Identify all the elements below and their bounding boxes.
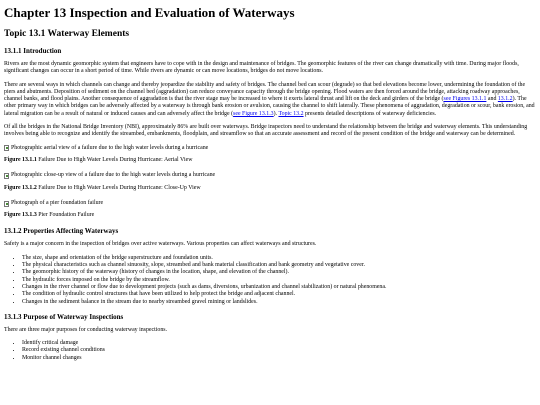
- properties-intro: Safety is a major concern in the inspection of bridges over active waterways. Various properties can affect waterways and structures.: [4, 241, 317, 248]
- broken-image-icon: [4, 201, 9, 207]
- chapter-title: Chapter 13 Inspection and Evaluation of Waterways: [4, 5, 295, 20]
- text-span: presents detailed descriptions of waterway deficiencies.: [303, 110, 437, 117]
- link-figure-13-1-2[interactable]: 13.1.2: [497, 96, 513, 103]
- figure-caption-text: Failure Due to High Water Levels During Hurricane: Aerial View: [36, 156, 193, 163]
- text-span: ). The other primary way in which bridges can be adversely affected by a waterway is through bank erosion or avulsion, causing the channel to shift laterally. These phenomena of aggradation, degradation or scour, bank erosion, and lateral migration can be a result of natural or induced causes and can adversely affect the bridge (: [4, 96, 535, 117]
- list-item: • Changes in the river channel or flow due to development projects (such as dams, diversions, urbanization and channel stabilization) or natural phenomena.: [22, 284, 536, 291]
- list-item: • The hydraulic forces imposed on the bridge by the streamflow.: [22, 277, 536, 284]
- figure-label: Figure 13.1.1: [4, 156, 37, 163]
- broken-image-icon: [4, 145, 9, 151]
- properties-list: [4, 255, 536, 306]
- list-item: • Identify critical damage: [22, 340, 536, 347]
- purpose-intro: There are three major purposes for conducting waterway inspections.: [4, 326, 168, 333]
- figure-caption: [4, 212, 536, 219]
- figure-image-aerial: [4, 145, 536, 152]
- image-alt-text: Photographic close-up view of a failure due to the high water levels during a hurricane: [11, 172, 216, 179]
- image-alt-text: Photograph of a pier foundation failure: [11, 199, 104, 206]
- list-item: • Record existing channel conditions: [22, 347, 536, 354]
- list-item: • Changes in the sediment balance in the stream due to nearby streambed gravel mining or landslides.: [22, 299, 536, 306]
- purpose-list: [4, 340, 536, 362]
- figure-label: Figure 13.1.3: [4, 212, 37, 219]
- list-item: • The geomorphic history of the waterway (history of changes in the location, shape, and elevation of the channel).: [22, 269, 536, 276]
- figure-image-pier: [4, 200, 536, 207]
- figure-caption: [4, 185, 536, 192]
- list-item: • The size, shape and orientation of the bridge superstructure and foundation units.: [22, 255, 536, 262]
- text-span: ).: [273, 110, 279, 117]
- intro-paragraph-3: Of all the bridges in the National Bridge Inventory (NBI), approximately 86% are built over waterways. Bridge inspectors need to understand the relationship between the bridge and waterway elements. This understanding involves being able to recognize and identify the streambed, embankments, floodplain, and streamflow so that an accurate assessment and record of the present condition of the bridge and waterway can be determined.: [4, 124, 528, 138]
- list-item: • The physical characteristics such as channel sinuosity, slope, streambed and bank material classification and bank geometry and vegetative cover.: [22, 262, 536, 269]
- broken-image-icon: [4, 173, 9, 179]
- section-heading-introduction: 13.1.1 Introduction: [4, 47, 62, 55]
- figure-image-closeup: [4, 172, 536, 179]
- intro-paragraph-2: [4, 82, 536, 118]
- figure-label: Figure 13.1.2: [4, 184, 37, 191]
- link-figure-13-1-3[interactable]: see Figure 13.1.3: [233, 110, 274, 117]
- section-heading-purpose: 13.1.3 Purpose of Waterway Inspections: [4, 312, 124, 321]
- text-span: There are several ways in which channels can change and thereby jeopardize the stability and safety of bridges. The channel bed can scour (degrade) so that bed elevations become lower, undermining the foundation of the piers and abutments. Deposition of sediment on the channel bed (aggradation) can reduce conveyance capacity through the bridge opening. Flood waters are then forced around the bridge, attacking roadway approaches, channel banks, and flood plains. Another consequence of aggradation is that the river stage may be increased to where it exerts lateral thrust and lift on the deck and girders of the bridge (: [4, 81, 526, 103]
- image-alt-text: Photographic aerial view of a failure due to the high water levels during a hurricane: [11, 144, 209, 151]
- figure-caption-text: Pier Foundation Failure: [36, 212, 95, 219]
- link-topic-13-2[interactable]: Topic 13.2: [278, 110, 304, 117]
- list-item: • The condition of hydraulic control structures that have been utilized to help protect the bridge and adjacent channel.: [22, 291, 536, 298]
- list-item: • Monitor channel changes: [22, 355, 536, 362]
- intro-paragraph-1: Rivers are the most dynamic geomorphic system that engineers have to cope with in the design and maintenance of bridges. The geomorphic features of the river can change dramatically with time. During major floods, significant changes can occur in a short period of time. While rivers are dynamic or can move locations, bridges do not move locations.: [4, 61, 519, 75]
- section-heading-properties: 13.1.2 Properties Affecting Waterways: [4, 227, 119, 236]
- link-figure-13-1-1[interactable]: see Figures 13.1.1: [443, 96, 487, 103]
- topic-title: Topic 13.1 Waterway Elements: [4, 29, 130, 39]
- text-span: and: [486, 96, 498, 103]
- figure-caption-text: Failure Due to High Water Levels During Hurricane: Close-Up View: [36, 184, 201, 191]
- figure-caption: [4, 157, 536, 164]
